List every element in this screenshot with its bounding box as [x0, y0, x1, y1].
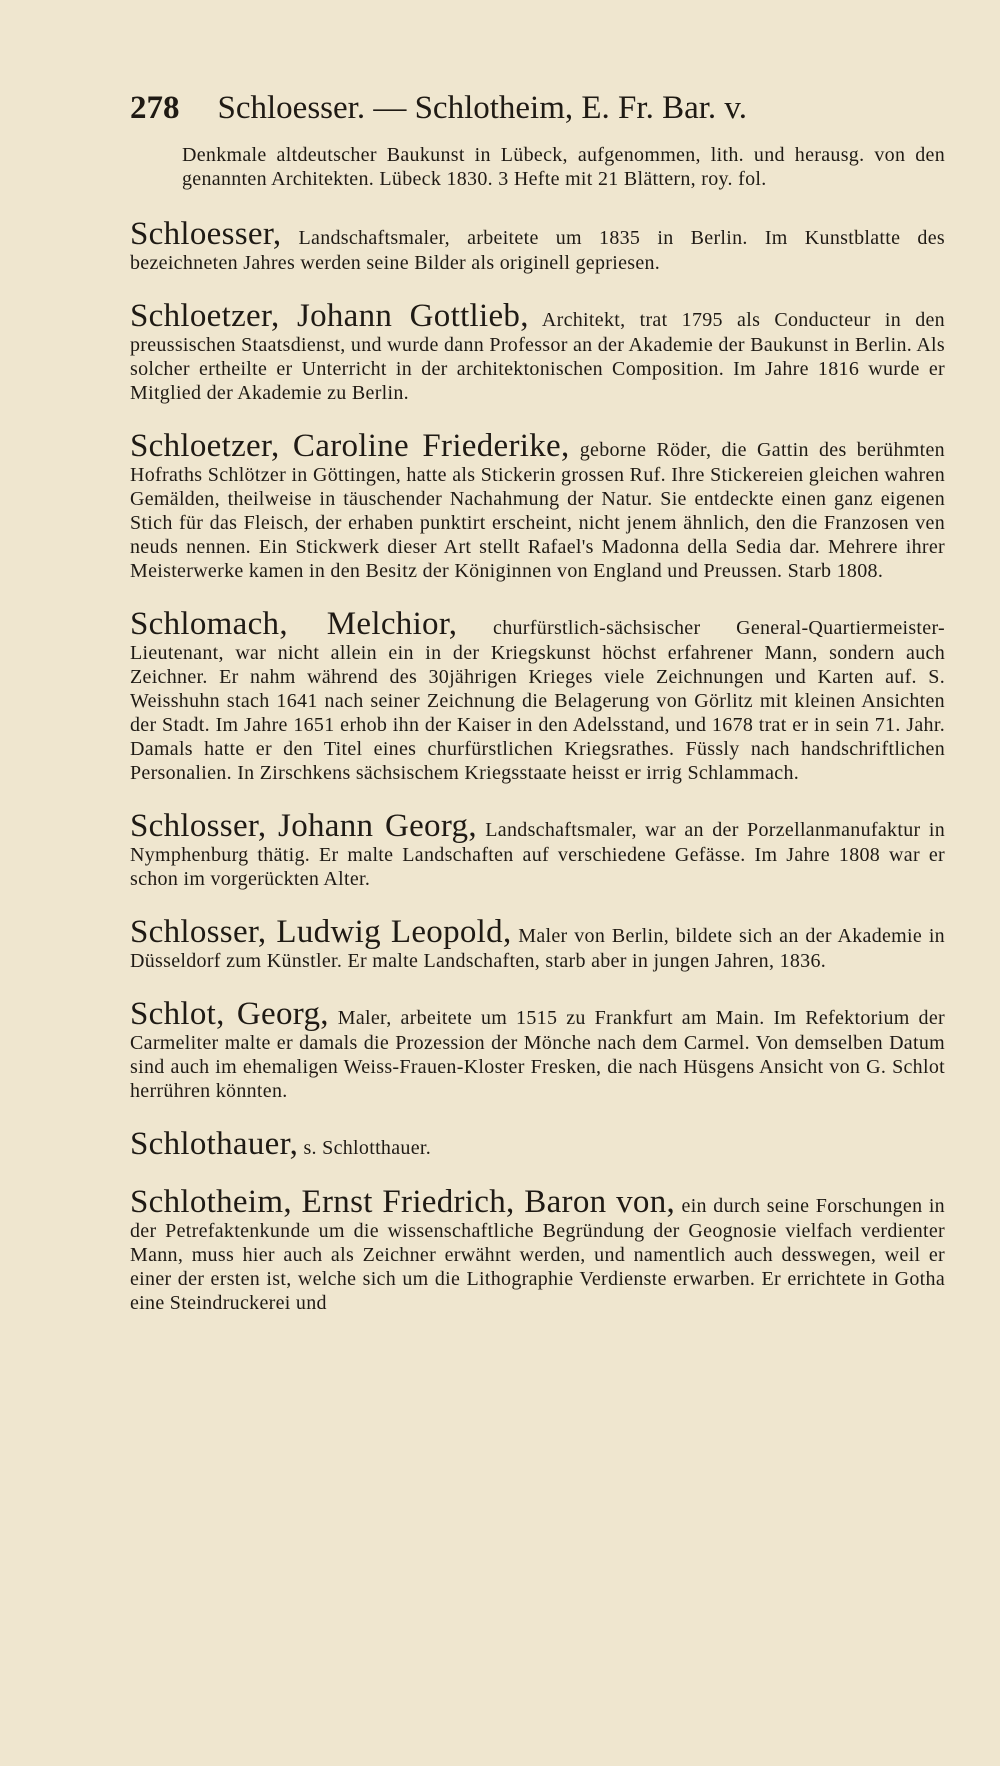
- entry-text: churfürstlich-sächsischer General-Quartiermeister-Lieutenant, war nicht allein ein in der Kriegskunst höchst erfahrener Mann, sondern auch Zeichner. Er nahm während des 30jährigen Krieges viele Zeichnungen und Karten auf. S. Weisshuhn stach 1641 nach seiner Zeichnung die Belagerung von Görlitz mit kleinen Ansichten der Stadt. Im Jahre 1651 erhob ihn der Kaiser in den Adelsstand, und 1678 trat er in sein 71. Jahr. Damals hatte er den Titel eines churfürstlichen Kriegsrathes. Füssly nach handschriftlichen Personalien. In Zirschkens sächsischem Kriegsstaate heisst er irrig Schlammach.: [130, 617, 945, 784]
- entry-schloetzer-johann: [130, 299, 945, 405]
- entry-headword: Schloetzer, Johann Gottlieb,: [130, 298, 529, 334]
- entry-text: s. Schlotthauer.: [303, 1137, 432, 1159]
- entry-headword: Schloetzer, Caroline Friederike,: [130, 428, 570, 464]
- entry-schloetzer-caroline: [130, 429, 945, 583]
- entry-text: geborne Röder, die Gattin des berühmten Hofraths Schlötzer in Göttingen, hatte als Stickerin grossen Ruf. Ihre Stickereien gleichen wahren Gemälden, theilweise in täuschender Nachahmung der Natur. Sie entdeckte einen ganz eigenen Stich für das Fleisch, der erhaben punktirt erscheint, nicht jenem ähnlich, den die Franzosen ven neuds nennen. Ein Stickwerk dieser Art stellt Rafael's Madonna della Sedia dar. Mehrere ihrer Meisterwerke kamen in den Besitz der Königinnen von England und Preussen. Starb 1808.: [130, 439, 945, 582]
- entry-text: Maler, arbeitete um 1515 zu Frankfurt am Main. Im Refektorium der Carmeliter malte er damals die Prozession der Mönche nach dem Carmel. Von demselben Datum sind auch im ehemaligen Weiss-Frauen-Kloster Fresken, die nach Hüsgens Ansicht von G. Schlot herrühren könnten.: [130, 1007, 945, 1102]
- entry-headword: Schlomach, Melchior,: [130, 606, 458, 642]
- entry-schlosser-johann: [130, 809, 945, 891]
- entry-headword: Schlosser, Johann Georg,: [130, 808, 477, 844]
- dictionary-entries: [130, 143, 945, 1339]
- entry-headword: Schloesser,: [130, 216, 282, 252]
- running-title: Schloesser. — Schlotheim, E. Fr. Bar. v.: [217, 90, 747, 126]
- entry-text: Architekt, trat 1795 als Conducteur in den preussischen Staatsdienst, und wurde dann Professor an der Akademie der Baukunst in Berlin. Als solcher ertheilte er Unterricht in der architektonischen Composition. Im Jahre 1816 wurde er Mitglied der Akademie zu Berlin.: [130, 309, 945, 404]
- entry-text: Landschaftsmaler, war an der Porzellanmanufaktur in Nymphenburg thätig. Er malte Landschaften auf verschiedene Gefässe. Im Jahre 1808 war er schon im vorgerückten Alter.: [130, 819, 945, 890]
- entry-schlot: [130, 997, 945, 1103]
- entry-headword: Schlosser, Ludwig Leopold,: [130, 914, 512, 950]
- entry-text: Maler von Berlin, bildete sich an der Akademie in Düsseldorf zum Künstler. Er malte Landschaften, starb aber in jungen Jahren, 1836.: [130, 925, 945, 972]
- entry-headword: Schlothauer,: [130, 1126, 299, 1162]
- entry-schlosser-ludwig: [130, 915, 945, 973]
- entry-schlothauer: [130, 1127, 945, 1161]
- entry-headword: Schlotheim, Ernst Friedrich, Baron von,: [130, 1184, 676, 1220]
- entry-schlotheim: [130, 1185, 945, 1315]
- entry-headword: Schlot, Georg,: [130, 996, 329, 1032]
- entry-text: Denkmale altdeutscher Baukunst in Lübeck, aufgenommen, lith. und herausg. von den genannten Architekten. Lübeck 1830. 3 Hefte mit 21 Blättern, roy. fol.: [182, 144, 945, 190]
- entry-text: ein durch seine Forschungen in der Petrefaktenkunde um die wissenschaftliche Begründung der Geognosie vielfach verdienter Mann, muss hier auch als Zeichner erwähnt werden, und namentlich auch desswegen, weil er einer der ersten ist, welche sich um die Lithographie Verdienste erwarben. Er errichtete in Gotha eine Steindruckerei und: [130, 1195, 945, 1314]
- entry-schloesser: [130, 217, 945, 275]
- running-header: [130, 88, 850, 128]
- entry-continuation: [130, 143, 945, 191]
- page-number: 278: [130, 90, 180, 126]
- entry-schlomach: [130, 607, 945, 785]
- entry-text: Landschaftsmaler, arbeitete um 1835 in Berlin. Im Kunstblatte des bezeichneten Jahres werden seine Bilder als originell gepriesen.: [130, 227, 945, 274]
